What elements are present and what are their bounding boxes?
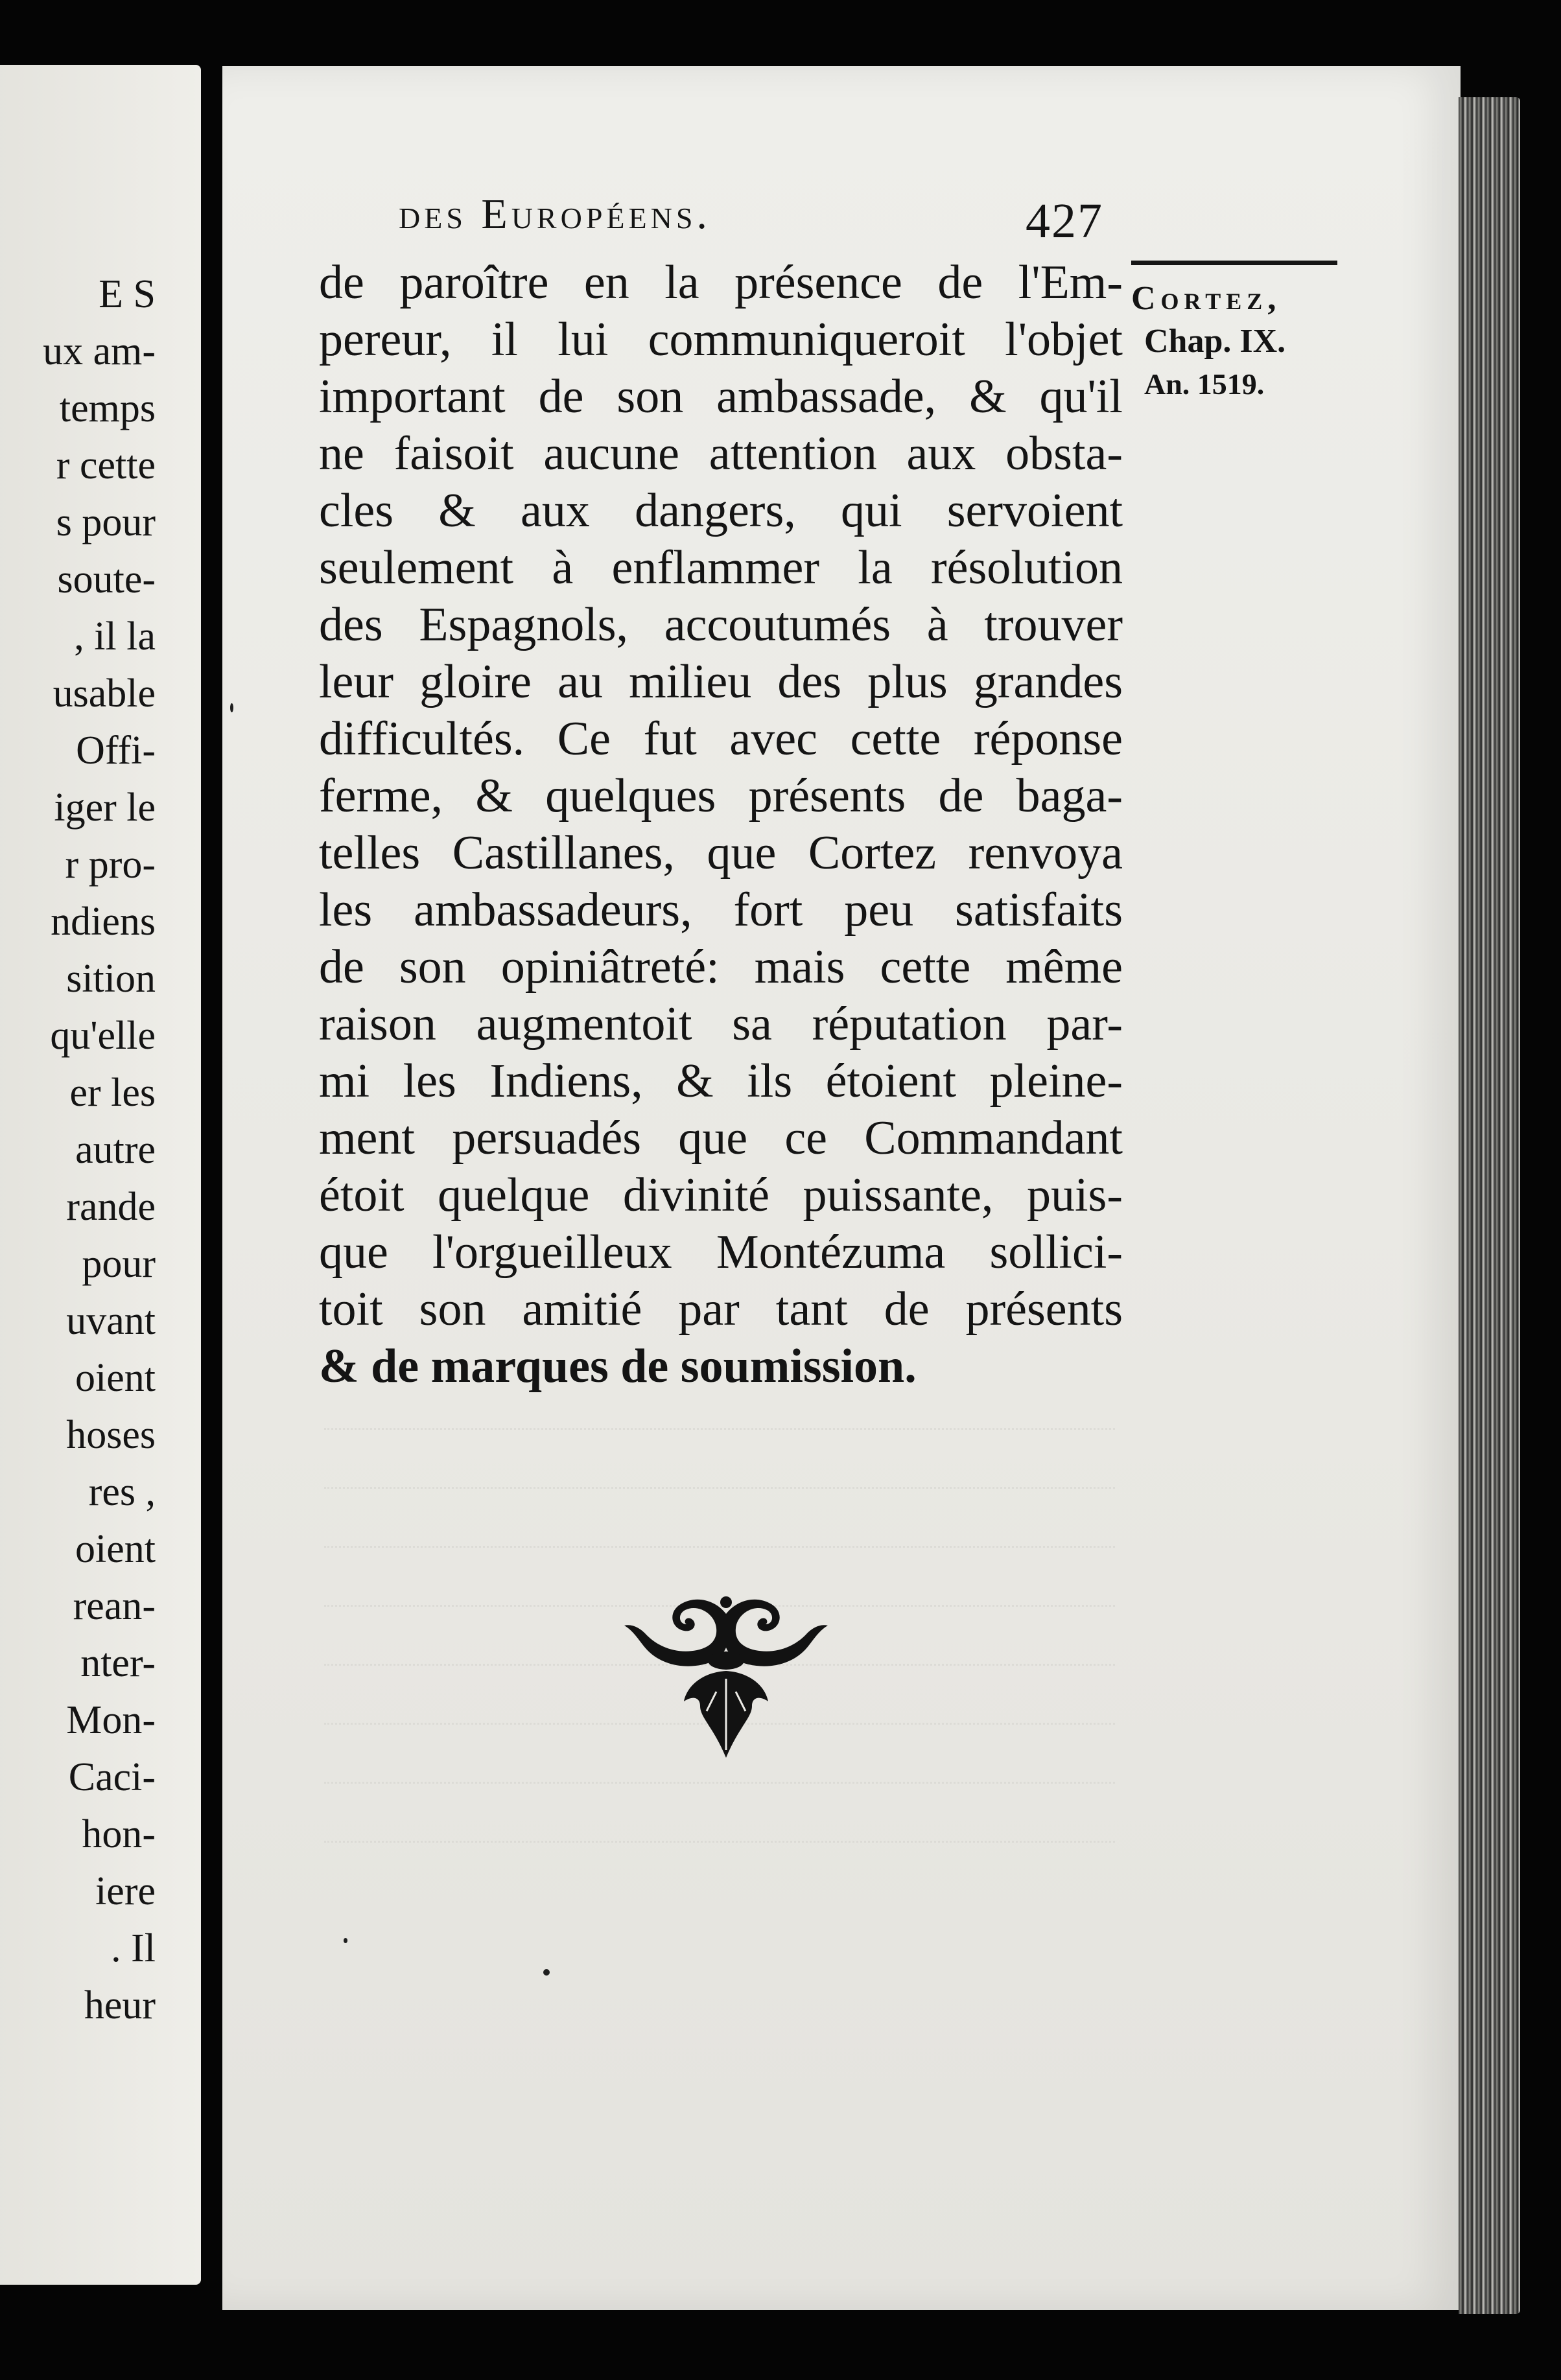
body-line: cles & aux dangers, qui servoient (319, 484, 1123, 537)
margin-note-year: An. 1519. (1144, 368, 1265, 401)
body-line: pereur, il lui communiqueroit l'objet (319, 313, 1123, 366)
left-page-line: Offi- (76, 729, 156, 773)
left-page-line: usable (53, 671, 156, 716)
ink-speck (344, 1938, 347, 1943)
left-page-line: . Il (111, 1926, 156, 1970)
left-page-line: E S (99, 272, 156, 316)
body-line: que l'orgueilleux Montézuma sollici- (319, 1226, 1123, 1279)
left-page-line: iger le (54, 786, 156, 830)
ink-speck (230, 703, 233, 712)
left-page-line: autre (75, 1128, 156, 1172)
left-page-line: ndiens (51, 900, 156, 944)
margin-note-chapter: Chap. IX. (1144, 323, 1286, 360)
margin-note (1131, 277, 1352, 406)
body-line: ment persuadés que ce Commandant (319, 1112, 1123, 1165)
margin-note-name: Cortez, (1131, 280, 1282, 317)
body-line: ferme, & quelques présents de baga- (319, 769, 1123, 822)
left-page-line: s pour (56, 500, 156, 544)
left-page-line: ux am- (43, 329, 156, 373)
body-line: des Espagnols, accoutumés à trouver (319, 598, 1123, 651)
left-page (0, 65, 201, 2285)
body-line: telles Castillanes, que Cortez renvoya (319, 826, 1123, 880)
left-page-line: r pro- (65, 843, 156, 887)
body-line: important de son ambassade, & qu'il (319, 370, 1123, 423)
left-page-line: soute- (57, 557, 156, 601)
body-text (319, 254, 1123, 1395)
page-number: 427 (1026, 194, 1103, 248)
body-line: étoit quelque divinité puissante, puis- (319, 1169, 1123, 1222)
ink-speck (543, 1969, 550, 1976)
left-page-line: Caci- (68, 1755, 156, 1799)
left-page-line: , il la (74, 614, 156, 659)
body-line: mi les Indiens, & ils étoient pleine- (319, 1055, 1123, 1108)
left-page-line: nter- (80, 1641, 156, 1685)
left-page-line: r cette (56, 443, 156, 487)
left-page-line: qu'elle (50, 1014, 156, 1058)
running-head-title: des Européens. (399, 191, 711, 238)
left-page-line: rean- (73, 1584, 156, 1628)
left-page-text (0, 266, 156, 2034)
body-line: seulement à enflammer la résolution (319, 541, 1123, 594)
left-page-line: temps (59, 386, 156, 430)
left-page-line: oient (75, 1527, 156, 1571)
left-page-line: er les (69, 1071, 156, 1115)
running-head (399, 190, 1125, 239)
body-line: ne faisoit aucune attention aux obsta- (319, 427, 1123, 480)
body-line: de son opiniâtreté: mais cette même (319, 940, 1123, 994)
left-page-line: hon- (82, 1812, 156, 1856)
left-page-line: oient (75, 1356, 156, 1400)
margin-rule (1131, 261, 1337, 265)
left-page-line: heur (84, 1983, 156, 2027)
left-page-line: hoses (66, 1413, 156, 1457)
left-page-line: uvant (66, 1299, 156, 1343)
body-line: & de marques de soumission. (319, 1340, 917, 1393)
body-line: de paroître en la présence de l'Em- (319, 256, 1123, 309)
left-page-line: Mon- (66, 1698, 156, 1742)
page-edge (1459, 97, 1520, 2314)
body-line: toit son amitié par tant de présents (319, 1283, 1123, 1336)
left-page-line: iere (95, 1869, 156, 1913)
left-page-line: pour (82, 1242, 156, 1286)
left-page-line: sition (66, 957, 156, 1001)
left-page-line: res , (88, 1470, 156, 1514)
body-line: les ambassadeurs, fort peu satisfaits (319, 883, 1123, 937)
left-page-line: rande (66, 1185, 156, 1229)
body-line: difficultés. Ce fut avec cette réponse (319, 712, 1123, 765)
fleuron-ornament-icon (619, 1588, 833, 1769)
body-line: leur gloire au milieu des plus grandes (319, 655, 1123, 708)
body-line: raison augmentoit sa réputation par- (319, 998, 1123, 1051)
